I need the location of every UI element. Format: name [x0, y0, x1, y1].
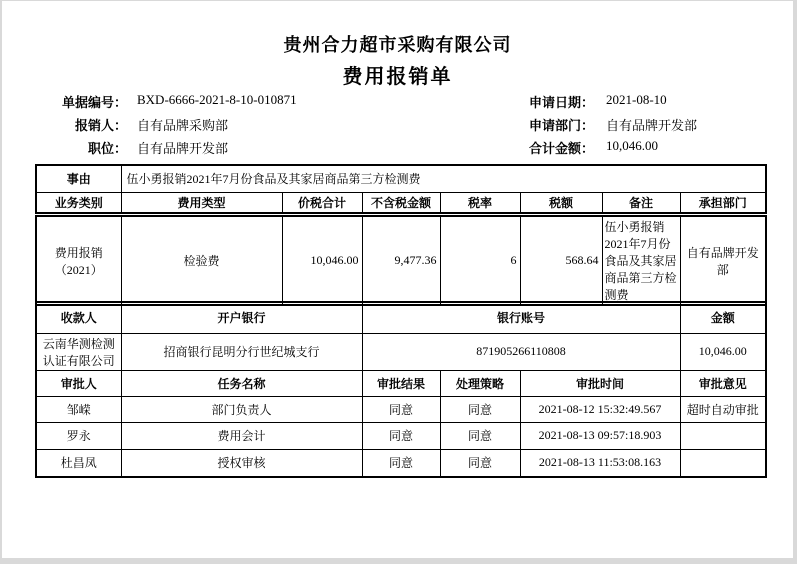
expense-tax-rate: 6 [440, 216, 520, 305]
doc-no-value: BXD-6666-2021-8-10-010871 [137, 92, 297, 107]
applicant-value: 自有品牌采购部 [137, 118, 229, 133]
payee-account: 871905266110808 [362, 333, 680, 370]
result-header: 审批结果 [362, 370, 440, 396]
position-label: 职位： [87, 141, 127, 156]
approval-result: 同意 [362, 422, 440, 449]
approval-strategy: 同意 [440, 396, 520, 422]
expense-dept: 自有品牌开发部 [680, 216, 766, 305]
approval-opinion [680, 422, 766, 449]
payee-amount: 10,046.00 [680, 333, 766, 370]
approval-opinion: 超时自动审批 [680, 396, 766, 422]
approver-name: 邹嵘 [36, 396, 121, 422]
approval-header-row [36, 370, 766, 396]
approver-name: 罗永 [36, 422, 121, 449]
approval-strategy: 同意 [440, 422, 520, 449]
payee-header: 收款人 [36, 302, 121, 333]
account-header: 银行账号 [362, 302, 680, 333]
reason-and-header-table [35, 164, 767, 214]
approval-task: 部门负责人 [121, 396, 362, 422]
expense-row [36, 216, 766, 305]
col-header-note: 备注 [602, 192, 680, 213]
approval-time: 2021-08-12 15:32:49.567 [520, 396, 680, 422]
payee-row [36, 333, 766, 370]
amount-header: 金额 [680, 302, 766, 333]
payee-header-row [36, 302, 766, 333]
col-header-tax-rate: 税率 [440, 192, 520, 213]
total-amount-label: 合计金额： [528, 141, 594, 156]
applicant-label: 报销人： [74, 118, 127, 133]
reason-label: 事由 [36, 165, 121, 192]
approval-result: 同意 [362, 396, 440, 422]
expense-fee-type: 检验费 [121, 216, 282, 305]
expense-gross: 10,046.00 [282, 216, 362, 305]
apply-date-label: 申请日期： [528, 95, 594, 110]
form-title: 费用报销单 [342, 66, 453, 88]
approval-row [36, 422, 766, 449]
approval-row [36, 449, 766, 477]
approval-task: 授权审核 [121, 449, 362, 477]
approval-result: 同意 [362, 449, 440, 477]
approver-header: 审批人 [36, 370, 121, 396]
approval-time: 2021-08-13 11:53:08.163 [520, 449, 680, 477]
approval-row [36, 396, 766, 422]
col-header-gross: 价税合计 [282, 192, 362, 213]
approval-task: 费用会计 [121, 422, 362, 449]
col-header-net: 不含税金额 [362, 192, 440, 213]
opinion-header: 审批意见 [680, 370, 766, 396]
expense-note: 伍小勇报销2021年7月份食品及其家居商品第三方检测费 [602, 216, 680, 305]
payee-bank: 招商银行昆明分行世纪城支行 [121, 333, 362, 370]
task-header: 任务名称 [121, 370, 362, 396]
approval-strategy: 同意 [440, 449, 520, 477]
company-name: 贵州合力超市采购有限公司 [283, 35, 512, 55]
col-header-category: 业务类别 [36, 192, 121, 213]
apply-dept-value: 自有品牌开发部 [606, 118, 698, 133]
expense-category: 费用报销（2021） [36, 216, 121, 305]
expense-tax: 568.64 [520, 216, 602, 305]
approval-time: 2021-08-13 09:57:18.903 [520, 422, 680, 449]
doc-no-label: 单据编号： [61, 95, 127, 110]
expense-form-page [2, 1, 793, 558]
expense-data-table [35, 215, 767, 306]
apply-date-value: 2021-08-10 [606, 92, 667, 107]
position-value: 自有品牌开发部 [137, 141, 229, 156]
expense-net: 9,477.36 [362, 216, 440, 305]
time-header: 审批时间 [520, 370, 680, 396]
col-header-fee-type: 费用类型 [121, 192, 282, 213]
col-header-dept: 承担部门 [680, 192, 766, 213]
apply-dept-label: 申请部门： [528, 118, 594, 133]
payee-name: 云南华测检测认证有限公司 [36, 333, 121, 370]
strategy-header: 处理策略 [440, 370, 520, 396]
payee-approval-table [35, 301, 767, 478]
total-amount-value: 10,046.00 [606, 138, 658, 153]
approver-name: 杜昌凤 [36, 449, 121, 477]
reason-content: 伍小勇报销2021年7月份食品及其家居商品第三方检测费 [121, 165, 766, 192]
bank-header: 开户银行 [121, 302, 362, 333]
col-header-tax: 税额 [520, 192, 602, 213]
approval-opinion [680, 449, 766, 477]
